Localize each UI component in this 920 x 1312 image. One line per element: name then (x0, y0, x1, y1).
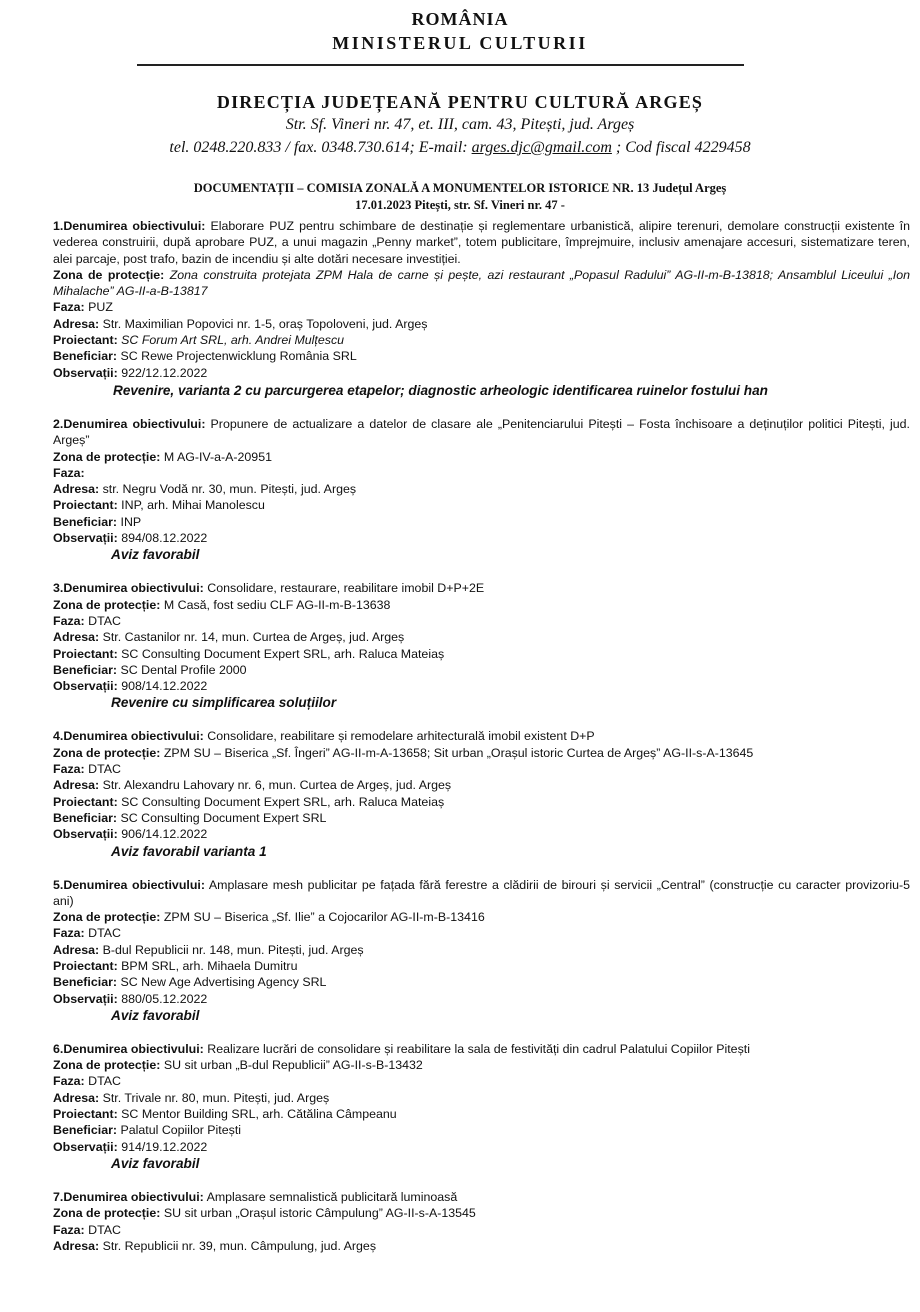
phase-label: Faza (53, 300, 81, 315)
objective-label: Denumirea obiectivului: (63, 581, 204, 596)
item-designer: Proiectant: BPM SRL, arh. Mihaela Dumitru (53, 958, 298, 973)
item-objective (53, 416, 910, 449)
observations-value: 922/12.12.2022 (121, 365, 208, 380)
phase-label: Faza (53, 465, 81, 480)
objective-value: Consolidare, reabilitare și remodelare arhitecturală imobil existent D+P (207, 729, 595, 744)
document-date: 17.01.2023 Pitești, str. Sf. Vineri nr. 47 - (355, 198, 565, 212)
zone-label: Zona de protecție (53, 1058, 157, 1073)
header-country: ROMÂNIA (411, 9, 509, 29)
objective-label: Denumirea obiectivului: (63, 729, 204, 744)
zone-value: ZPM SU – Biserica „Sf. Ilie” a Cojocarilor AG-II-m-B-13416 (163, 910, 485, 925)
objective-value: Consolidare, restaurare, reabilitare imobil D+P+2E (207, 581, 485, 596)
objective-label: Denumirea obiectivului: (63, 416, 206, 431)
item-beneficiary: Beneficiar: SC New Age Advertising Agency SRL (53, 975, 327, 990)
zone-label: Zona de protecție (53, 910, 157, 925)
item-address: Adresa: Str. Alexandru Lahovary nr. 6, mun. Curtea de Argeș, jud. Argeș (53, 778, 452, 793)
contact-phone-fax: tel. 0248.220.833 / fax. 0348.730.614; E-mail: (169, 139, 472, 156)
address-label: Adresa (53, 942, 96, 957)
header-divider (137, 64, 744, 66)
phase-value: DTAC (88, 1074, 121, 1089)
designer-label: Proiectant (53, 646, 114, 661)
item-zone: Zona de protecție: ZPM SU – Biserica „Sf. Ilie” a Cojocarilor AG-II-m-B-13416 (53, 910, 485, 925)
list-item (53, 1189, 910, 1254)
item-address: Adresa: str. Negru Vodă nr. 30, mun. Pitești, jud. Argeș (53, 482, 357, 497)
item-beneficiary: Beneficiar: SC Consulting Document Expert SRL (53, 810, 327, 825)
item-verdict: Revenire cu simplificarea soluțiilor (111, 695, 337, 711)
item-observations: Observații: 914/19.12.2022 (53, 1139, 208, 1154)
item-verdict: Aviz favorabil varianta 1 (111, 843, 267, 859)
phase-value: DTAC (88, 926, 121, 941)
list-item (53, 416, 910, 564)
objective-value: Propunere de actualizare a datelor de clasare ale „Penitenciarului Pitești – Fosta închisoare a deținuților politici Pitești, jud. Argeș” (53, 416, 910, 448)
beneficiary-label: Beneficiar (53, 514, 113, 529)
address-label: Adresa (53, 1090, 96, 1105)
item-beneficiary: Beneficiar: Palatul Copiilor Pitești (53, 1123, 242, 1138)
item-objective (53, 877, 910, 910)
list-item (53, 580, 910, 712)
item-phase: Faza: DTAC (53, 926, 121, 941)
zone-label: Zona de protecție (53, 449, 157, 464)
header-ministry: MINISTERUL CULTURII (332, 33, 588, 53)
header-directorate: DIRECȚIA JUDEȚEANĂ PENTRU CULTURĂ ARGEȘ (216, 92, 704, 112)
item-verdict: Aviz favorabil (111, 1007, 200, 1023)
beneficiary-label: Beneficiar (53, 662, 113, 677)
address-value: B-dul Republicii nr. 148, mun. Pitești, jud. Argeș (102, 942, 364, 957)
item-address: Adresa: Str. Maximilian Popovici nr. 1-5, oraș Topoloveni, jud. Argeș (53, 316, 428, 331)
address-label: Adresa (53, 778, 96, 793)
item-designer: Proiectant: SC Consulting Document Expert SRL, arh. Raluca Mateiaș (53, 646, 445, 661)
designer-label: Proiectant (53, 333, 114, 348)
zone-label: Zona de protecție (53, 1206, 157, 1221)
beneficiary-value: SC Rewe Projectenwicklung România SRL (120, 349, 357, 364)
item-zone: Zona de protecție: ZPM SU – Biserica „Sf. Îngeri” AG-II-m-A-13658; Sit urban „Orașul istoric Curtea de Argeș” AG-II-s-A-13645 (53, 745, 754, 760)
address-label: Adresa (53, 482, 96, 497)
list-item (53, 728, 910, 860)
beneficiary-label: Beneficiar (53, 810, 113, 825)
item-phase: Faza: DTAC (53, 1222, 121, 1237)
zone-label: Zona de protecție (53, 745, 157, 760)
item-number: 6. (53, 1041, 64, 1056)
address-label: Adresa (53, 316, 96, 331)
item-objective (53, 1041, 910, 1057)
designer-label: Proiectant (53, 498, 114, 513)
item-observations: Observații: 880/05.12.2022 (53, 991, 208, 1006)
designer-label: Proiectant (53, 958, 114, 973)
item-number: 7. (53, 1189, 64, 1204)
objective-value: Amplasare semnalistică publicitară luminoasă (206, 1189, 458, 1204)
beneficiary-value: INP (120, 514, 142, 529)
observations-value: 906/14.12.2022 (121, 827, 208, 842)
objective-value: Realizare lucrări de consolidare și reabilitare la sala de festivități din cadrul Palatului Copiilor Pitești (207, 1041, 750, 1056)
item-verdict: Revenire, varianta 2 cu parcurgerea etapelor; diagnostic arheologic identificarea ruinelor fostului han (113, 382, 768, 398)
designer-value: BPM SRL, arh. Mihaela Dumitru (121, 958, 298, 973)
documentation-list (53, 218, 910, 1270)
item-number: 3. (53, 581, 64, 596)
item-phase: Faza: PUZ (53, 300, 113, 315)
address-value: Str. Castanilor nr. 14, mun. Curtea de Argeș, jud. Argeș (102, 630, 405, 645)
address-label: Adresa (53, 1238, 96, 1253)
item-objective (53, 218, 910, 267)
item-zone: Zona de protecție: M AG-IV-a-A-20951 (53, 449, 272, 464)
phase-value: DTAC (88, 1222, 121, 1237)
item-number: 1. (53, 219, 64, 233)
item-objective (53, 580, 910, 596)
header-address: Str. Sf. Vineri nr. 47, et. III, cam. 43, Pitești, jud. Argeș (285, 116, 635, 133)
item-designer: Proiectant: INP, arh. Mihai Manolescu (53, 498, 265, 513)
address-value: Str. Maximilian Popovici nr. 1-5, oraș Topoloveni, jud. Argeș (102, 316, 428, 331)
item-observations: Observații: 906/14.12.2022 (53, 827, 208, 842)
objective-label: Denumirea obiectivului: (63, 1189, 204, 1204)
address-label: Adresa (53, 630, 96, 645)
observations-value: 914/19.12.2022 (121, 1139, 208, 1154)
item-observations: Observații: 908/14.12.2022 (53, 679, 208, 694)
observations-label: Observații (53, 991, 114, 1006)
observations-label: Observații (53, 365, 114, 380)
address-value: Str. Republicii nr. 39, mun. Câmpulung, jud. Argeș (102, 1238, 377, 1253)
phase-value: DTAC (88, 762, 121, 777)
zone-label: Zona de protecție (53, 597, 157, 612)
address-value: str. Negru Vodă nr. 30, mun. Pitești, jud. Argeș (102, 482, 357, 497)
list-item (53, 877, 910, 1025)
item-phase: Faza: DTAC (53, 762, 121, 777)
objective-label: Denumirea obiectivului: (63, 219, 206, 233)
objective-value: Elaborare PUZ pentru schimbare de destinație și reglementare urbanistică, alipire terenuri, demolare construcții existente în vederea construirii, după aprobare PUZ, a unui magazin „Penny market”, totem publicitare, împrejmuire, inclusiv amenajare accesuri, sistematizare teren, alei parcaje, post trafo, bazin de incendiu și alte dotări necesare investiției. (53, 219, 910, 266)
item-address: Adresa: Str. Castanilor nr. 14, mun. Curtea de Argeș, jud. Argeș (53, 630, 405, 645)
contact-fiscal-code: ; Cod fiscal 4229458 (611, 139, 751, 156)
item-verdict: Aviz favorabil (111, 1155, 200, 1171)
item-address: Adresa: B-dul Republicii nr. 148, mun. Pitești, jud. Argeș (53, 942, 364, 957)
phase-value: DTAC (88, 613, 121, 628)
list-item (53, 218, 910, 400)
item-phase: Faza: (53, 465, 85, 480)
item-beneficiary: Beneficiar: SC Rewe Projectenwicklung România SRL (53, 349, 357, 364)
item-address: Adresa: Str. Republicii nr. 39, mun. Câmpulung, jud. Argeș (53, 1238, 377, 1253)
item-phase: Faza: DTAC (53, 1074, 121, 1089)
zone-value: ZPM SU – Biserica „Sf. Îngeri” AG-II-m-A-13658; Sit urban „Orașul istoric Curtea de Argeș” AG-II-s-A-13645 (163, 745, 754, 760)
item-designer: Proiectant: SC Forum Art SRL, arh. Andrei Mulțescu (53, 333, 345, 348)
address-value: Str. Trivale nr. 80, mun. Pitești, jud. Argeș (102, 1090, 330, 1105)
observations-label: Observații (53, 827, 114, 842)
item-designer: Proiectant: SC Consulting Document Expert SRL, arh. Raluca Mateiaș (53, 794, 445, 809)
item-observations: Observații: 922/12.12.2022 (53, 365, 208, 380)
designer-value: SC Consulting Document Expert SRL, arh. Raluca Mateiaș (121, 794, 445, 809)
email-link[interactable]: arges.djc@gmail.com (471, 139, 612, 156)
designer-value: SC Consulting Document Expert SRL, arh. Raluca Mateiaș (121, 646, 445, 661)
item-number: 2. (53, 416, 64, 431)
objective-label: Denumirea obiectivului: (63, 877, 205, 892)
beneficiary-value: SC Consulting Document Expert SRL (120, 810, 327, 825)
zone-value: Zona construita protejata ZPM Hala de carne și pește, azi restaurant „Popasul Radului” AG-II-m-B-13818; Ansamblul Liceului „Ion Mihalache” AG-II-a-B-13817 (53, 267, 910, 299)
beneficiary-value: SC Dental Profile 2000 (120, 662, 247, 677)
phase-label: Faza (53, 1222, 81, 1237)
designer-label: Proiectant (53, 794, 114, 809)
item-zone: Zona de protecție: SU sit urban „B-dul Republicii” AG-II-s-B-13432 (53, 1058, 423, 1073)
observations-value: 880/05.12.2022 (121, 991, 208, 1006)
header-contact (0, 139, 920, 157)
list-item (53, 1041, 910, 1173)
designer-label: Proiectant (53, 1107, 114, 1122)
beneficiary-label: Beneficiar (53, 975, 113, 990)
zone-value: M AG-IV-a-A-20951 (163, 449, 272, 464)
item-number: 4. (53, 729, 64, 744)
item-observations: Observații: 894/08.12.2022 (53, 531, 208, 546)
phase-label: Faza (53, 613, 81, 628)
item-zone: Zona de protecție: SU sit urban „Orașul istoric Câmpulung” AG-II-s-A-13545 (53, 1206, 476, 1221)
zone-value: SU sit urban „B-dul Republicii” AG-II-s-B-13432 (163, 1058, 423, 1073)
document-title: DOCUMENTAȚII – COMISIA ZONALĂ A MONUMENTELOR ISTORICE NR. 13 Județul Argeș (193, 181, 727, 195)
designer-value: SC Mentor Building SRL, arh. Cătălina Câmpeanu (121, 1107, 397, 1122)
objective-label: Denumirea obiectivului: (63, 1041, 204, 1056)
item-phase: Faza: DTAC (53, 613, 121, 628)
item-designer: Proiectant: SC Mentor Building SRL, arh. Cătălina Câmpeanu (53, 1107, 397, 1122)
beneficiary-value: SC New Age Advertising Agency SRL (120, 975, 327, 990)
phase-label: Faza (53, 926, 81, 941)
observations-value: 908/14.12.2022 (121, 679, 208, 694)
item-objective (53, 1189, 910, 1205)
zone-label: Zona de protecție (53, 267, 161, 282)
phase-label: Faza (53, 762, 81, 777)
objective-value: Amplasare mesh publicitar pe fațada fără ferestre a clădirii de birouri și servicii „Central” (construcție cu caracter provizoriu-5 ani) (53, 877, 910, 908)
beneficiary-label: Beneficiar (53, 1123, 113, 1138)
beneficiary-value: Palatul Copiilor Pitești (120, 1123, 242, 1138)
zone-value: M Casă, fost sediu CLF AG-II-m-B-13638 (163, 597, 391, 612)
phase-label: Faza (53, 1074, 81, 1089)
item-zone: Zona de protecție: Zona construita protejata ZPM Hala de carne și pește, azi restaurant „Popasul Radului” AG-II-m-B-13818; Ansamblul Liceului „Ion Mihalache” AG-II-a-B-13817 (53, 267, 910, 299)
item-beneficiary: Beneficiar: INP (53, 514, 142, 529)
observations-label: Observații (53, 1139, 114, 1154)
observations-label: Observații (53, 531, 114, 546)
item-verdict: Aviz favorabil (111, 547, 200, 563)
item-number: 5. (53, 877, 64, 892)
item-zone: Zona de protecție: M Casă, fost sediu CLF AG-II-m-B-13638 (53, 597, 391, 612)
phase-value: PUZ (88, 300, 113, 315)
item-beneficiary: Beneficiar: SC Dental Profile 2000 (53, 662, 247, 677)
observations-value: 894/08.12.2022 (121, 531, 208, 546)
designer-value: INP, arh. Mihai Manolescu (121, 498, 265, 513)
item-objective (53, 728, 910, 744)
designer-value: SC Forum Art SRL, arh. Andrei Mulțescu (121, 333, 345, 348)
beneficiary-label: Beneficiar (53, 349, 113, 364)
address-value: Str. Alexandru Lahovary nr. 6, mun. Curtea de Argeș, jud. Argeș (102, 778, 452, 793)
zone-value: SU sit urban „Orașul istoric Câmpulung” AG-II-s-A-13545 (163, 1206, 476, 1221)
item-address: Adresa: Str. Trivale nr. 80, mun. Pitești, jud. Argeș (53, 1090, 330, 1105)
observations-label: Observații (53, 679, 114, 694)
